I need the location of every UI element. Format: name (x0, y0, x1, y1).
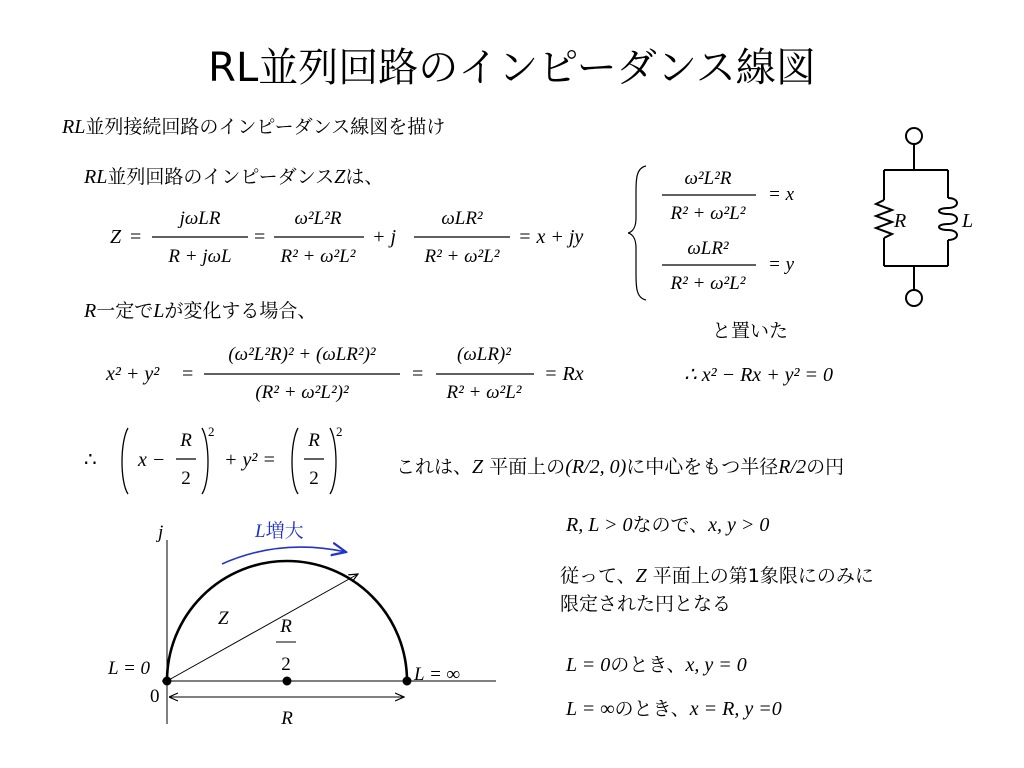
eq-t3-num: ωLR² (441, 208, 483, 229)
circle-mid: + y² = (224, 449, 276, 471)
sum-equals-1: = (182, 363, 194, 385)
positivity-math-1: R, L > 0 (566, 514, 633, 536)
eq-t2-den: R² + ω²L² (280, 246, 356, 267)
rl-circuit (862, 124, 992, 320)
circle-note (396, 452, 844, 479)
z-vector-label: Z (218, 608, 229, 629)
positivity-note (566, 510, 769, 537)
circle-exp-2: 2 (336, 424, 343, 439)
page-title: RL並列回路のインピーダンス線図 (208, 45, 816, 91)
conclusion-t1: 従って、 (560, 565, 636, 587)
intro-line (84, 162, 383, 189)
circle-exp-1: 2 (208, 424, 215, 439)
result-equation: ∴ x² − Rx + y² = 0 (684, 364, 834, 386)
conclusion-line-2: 限定された円となる (560, 593, 732, 615)
eq-t3-den: R² + ω²L² (424, 246, 500, 267)
center-point (283, 677, 292, 686)
circle-note-t1: これは、 (396, 456, 473, 478)
case-zero-t: のとき、 (610, 654, 686, 676)
case-inf (566, 694, 782, 721)
circle-note-center: (R/2, 0) (565, 456, 627, 478)
circuit-l-label: L (962, 210, 974, 232)
impedance-equation (100, 198, 620, 278)
paren-open-2 (292, 428, 298, 494)
circle-note-t3: に中心をもつ半径 (626, 456, 779, 478)
sum-lhs: x² + y² (106, 363, 160, 385)
system-caption: と置いた (712, 320, 789, 342)
origin-label: 0 (150, 686, 160, 707)
case-inf-t: のとき、 (614, 698, 690, 720)
sum-rhs: = Rx (544, 363, 584, 385)
case-inf-m2: x = R, y =0 (689, 698, 782, 720)
system-brace (628, 166, 646, 300)
sum-d1: (R² + ω²L²)² (255, 382, 349, 403)
l-increase-label (254, 520, 304, 542)
case-zero (566, 650, 747, 677)
eq-t1-den: R + jωL (168, 246, 232, 267)
eq-z-lhs: Z (110, 226, 122, 248)
terminal-top (906, 128, 922, 144)
circle-frac2-den: 2 (309, 468, 319, 489)
case-zero-m2: x, y = 0 (685, 654, 747, 676)
sys-eq2-den: R² + ω²L² (670, 273, 746, 294)
sys-eq2-rhs: = y (768, 254, 795, 275)
terminal-bottom (906, 290, 922, 306)
sum-equation (100, 336, 620, 414)
eq-equals-2: = (254, 226, 266, 248)
inductor-coil (939, 198, 957, 240)
center-frac-num: R (280, 616, 292, 637)
eq-t2-num: ω²L²R (294, 208, 342, 229)
resistor-zigzag (876, 200, 892, 238)
intro-text-2: は、 (345, 166, 384, 188)
case-zero-m1: L = 0 (566, 654, 611, 676)
circle-frac2-num: R (308, 430, 320, 451)
sys-eq1-num: ω²L²R (684, 168, 732, 189)
l-infinity-label: L = ∞ (414, 664, 461, 685)
endpoint-r (403, 677, 412, 686)
problem-rl: RL (62, 116, 86, 138)
conclusion-t2: 平面上の第1象限にのみに (646, 565, 874, 587)
circle-therefore: ∴ (84, 449, 97, 471)
locus-diagram (100, 510, 500, 740)
l-increase-l: L (255, 521, 266, 542)
circle-note-t2: 平面上の (483, 456, 566, 478)
circle-frac1-den: 2 (181, 468, 191, 489)
sum-d2: R² + ω²L² (446, 382, 522, 403)
sys-eq1-rhs: = x (768, 184, 795, 205)
imag-axis-label: j (158, 522, 164, 543)
circle-equation (84, 420, 384, 500)
z-vector (167, 574, 358, 681)
circle-note-radius: R/2 (778, 456, 807, 478)
l-increase-text: 増大 (265, 520, 304, 542)
eq-rhs: = x + jy (518, 226, 584, 248)
sum-n2: (ωLR)² (457, 344, 511, 365)
conclusion-note (560, 562, 874, 618)
origin-point (163, 677, 172, 686)
sys-eq1-den: R² + ω²L² (670, 203, 746, 224)
positivity-text: なので、 (632, 514, 709, 536)
intro-text-1: 並列回路のインピーダンス (107, 166, 335, 188)
condition-text-2: が変化する場合、 (164, 300, 317, 322)
condition-r: R (84, 300, 97, 322)
circuit-r-label: R (894, 210, 907, 232)
center-frac-den: 2 (281, 654, 291, 675)
sum-equals-2: = (412, 363, 424, 385)
intro-rl: RL (84, 166, 108, 188)
intro-z: Z (334, 166, 346, 188)
case-inf-m1: L = ∞ (566, 698, 615, 720)
circle-left-a: x − (138, 449, 166, 471)
condition-text-1: 一定で (96, 300, 154, 322)
conclusion-z: Z (635, 565, 647, 587)
condition-line (84, 296, 316, 323)
sys-eq2-num: ωLR² (687, 238, 729, 259)
r-dimension-label: R (281, 708, 293, 729)
eq-plus-j: + j (372, 226, 397, 248)
circle-note-z: Z (472, 456, 484, 478)
condition-l: L (153, 300, 165, 322)
conclusion-line-1 (560, 562, 874, 590)
eq-equals-1: = (130, 226, 142, 248)
l-zero-label: L = 0 (108, 658, 151, 679)
system-equations (628, 162, 828, 304)
positivity-math-2: x, y > 0 (708, 514, 770, 536)
circle-note-t4: の円 (806, 456, 845, 478)
sum-n1: (ω²L²R)² + (ωLR²)² (228, 344, 376, 365)
problem-text: 並列接続回路のインピーダンス線図を描け (85, 116, 446, 138)
eq-t1-num: jωLR (179, 208, 221, 229)
circle-frac1-num: R (180, 430, 192, 451)
problem-statement (62, 112, 445, 139)
paren-open-1 (122, 428, 128, 494)
